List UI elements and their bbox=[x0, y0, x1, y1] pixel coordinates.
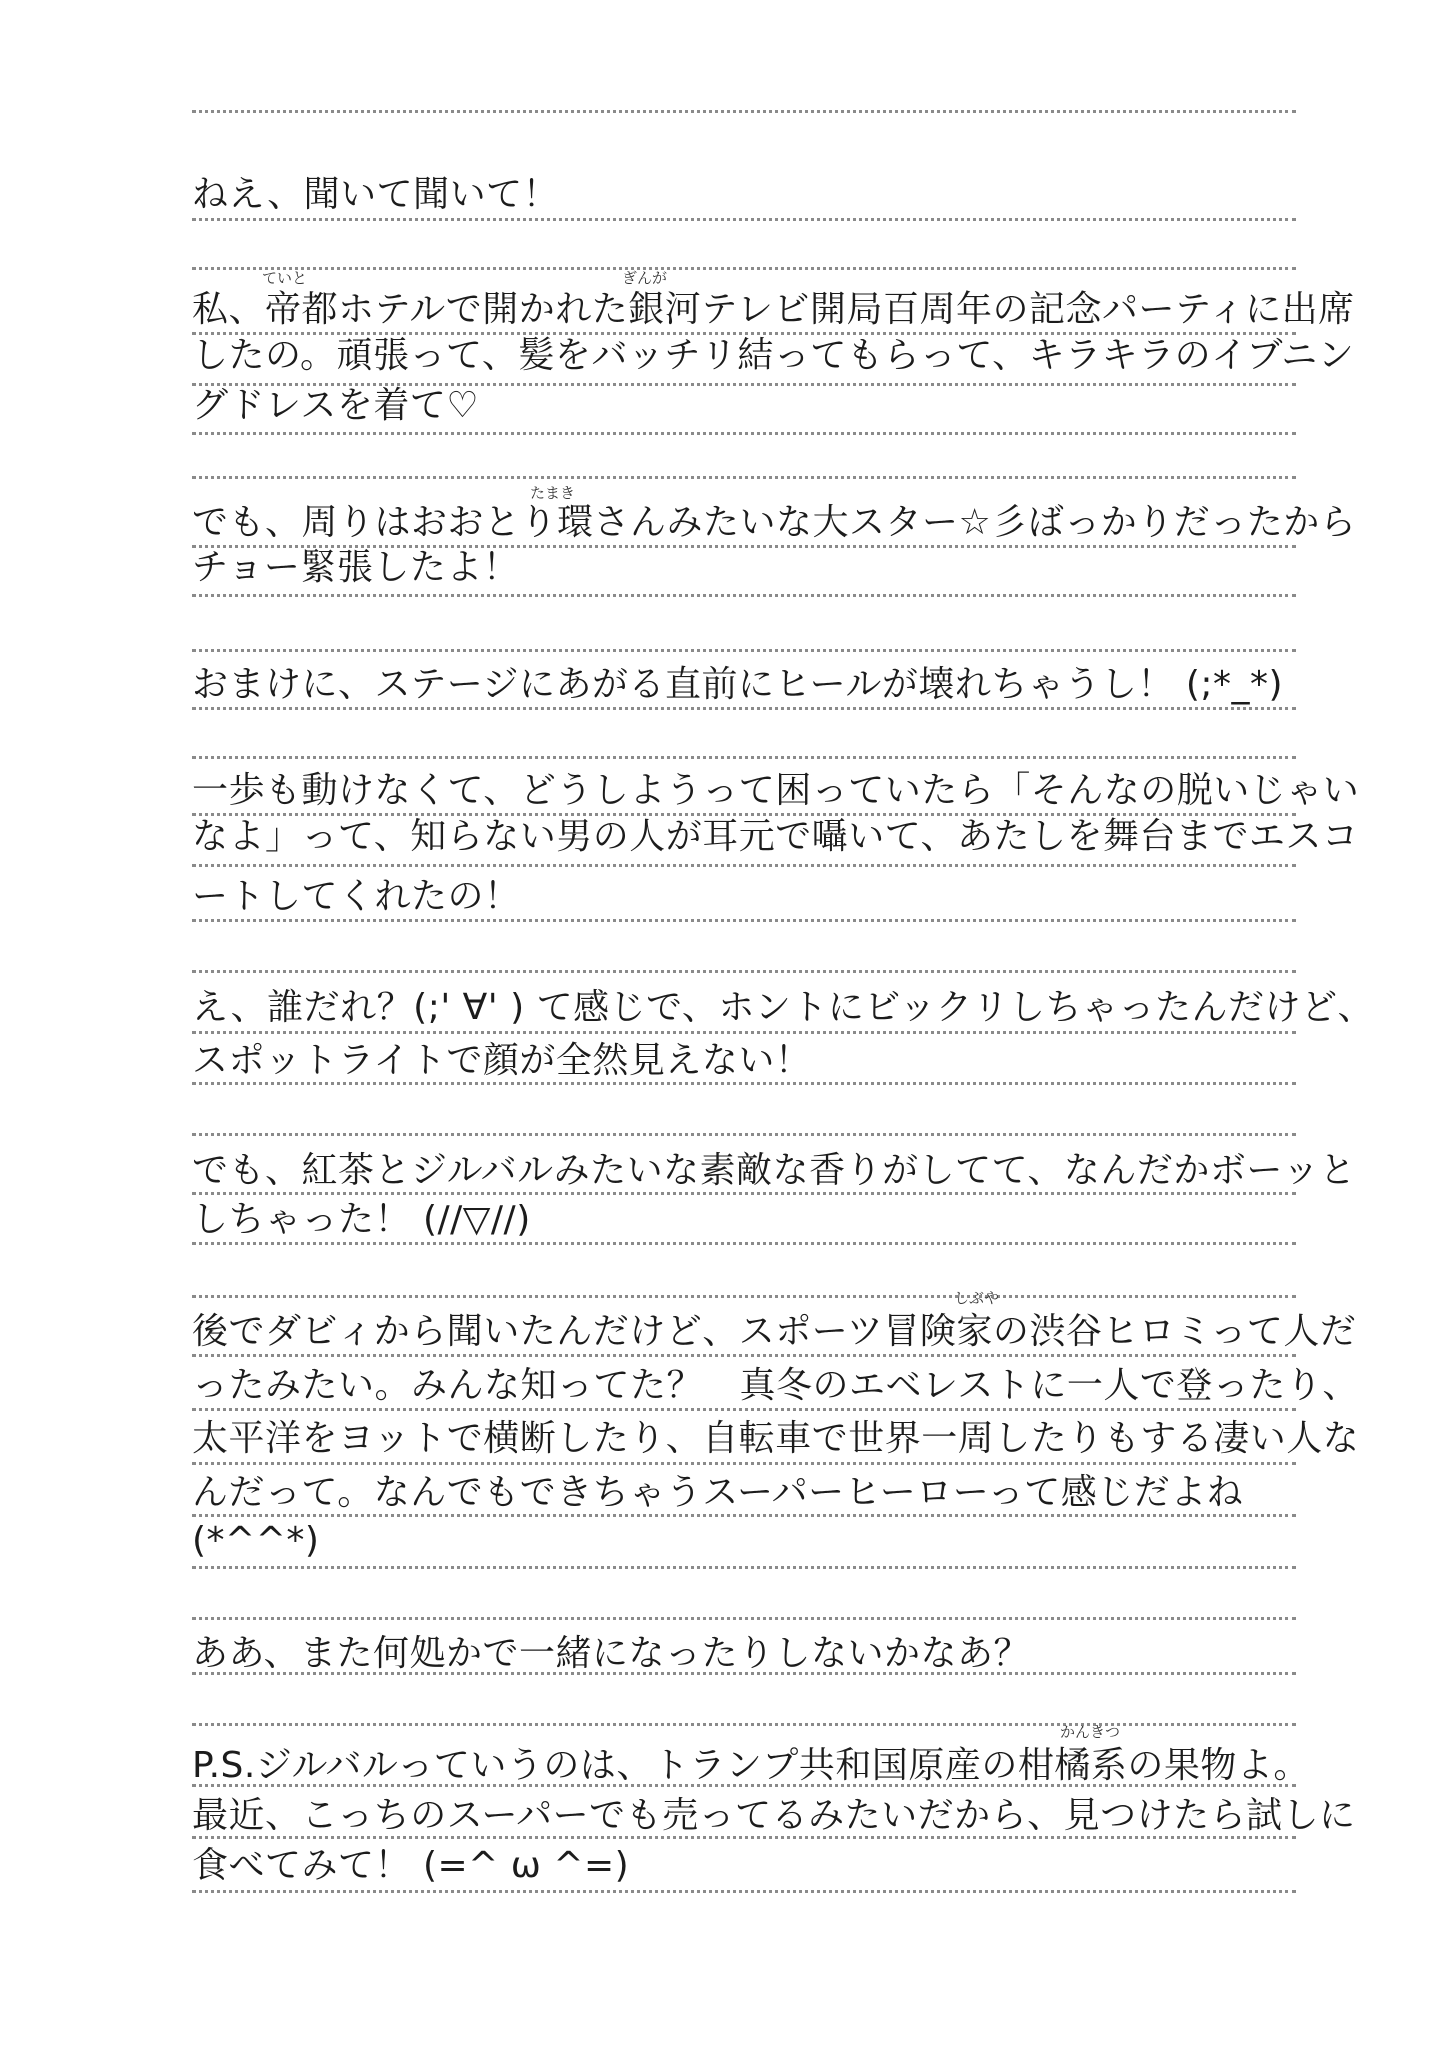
dotted-rule bbox=[192, 594, 1296, 597]
dotted-rule bbox=[192, 1462, 1296, 1465]
text-line: でも、紅茶とジルバルみたいな素敵な香りがしてて、なんだかボーッと bbox=[192, 1150, 1356, 1191]
dotted-rule bbox=[192, 756, 1296, 759]
dotted-rule bbox=[192, 476, 1296, 479]
dotted-rule bbox=[192, 267, 1296, 270]
text-line: 私、帝都ホテルで開かれた銀河テレビ開局百周年の記念パーティに出席 bbox=[192, 289, 1355, 330]
text-line: 一歩も動けなくて、どうしようって困っていたら「そんなの脱いじゃい bbox=[192, 770, 1360, 811]
text-line: おまけに、ステージにあがる直前にヒールが壊れちゃうし！ (;*_*) bbox=[192, 664, 1284, 705]
dotted-rule bbox=[192, 432, 1296, 435]
text-line: なよ」って、知らない男の人が耳元で囁いて、あたしを舞台までエスコ bbox=[192, 816, 1359, 857]
ruby-reading: ていと bbox=[262, 269, 308, 287]
dotted-rule bbox=[192, 970, 1296, 973]
dotted-rule bbox=[192, 1242, 1296, 1245]
text-line: ートしてくれたの！ bbox=[192, 876, 521, 917]
text-line: 太平洋をヨットで横断したり、自転車で世界一周したりもする凄い人な bbox=[192, 1418, 1360, 1459]
dotted-rule bbox=[192, 1408, 1296, 1411]
text-line: (*^^*) bbox=[192, 1520, 320, 1561]
dotted-rule bbox=[192, 1354, 1296, 1357]
dotted-rule bbox=[192, 1133, 1296, 1136]
dotted-rule bbox=[192, 707, 1296, 710]
text-line: 後でダビィから聞いたんだけど、スポーツ冒険家の渋谷ヒロミって人だ bbox=[192, 1311, 1357, 1352]
text-line: チョー緊張したよ！ bbox=[192, 547, 520, 588]
dotted-rule bbox=[192, 1295, 1296, 1298]
text-line: したの。頑張って、髪をバッチリ結ってもらって、キラキラのイブニン bbox=[192, 335, 1355, 376]
text-line: え、誰だれ？(;' ∀' ) て感じで、ホントにビックリしちゃったんだけど、 bbox=[192, 987, 1374, 1028]
dotted-rule bbox=[192, 110, 1296, 113]
ruby-reading: しぶや bbox=[954, 1289, 1000, 1307]
dotted-rule bbox=[192, 1836, 1296, 1839]
dotted-rule bbox=[192, 1723, 1296, 1726]
ruby-reading: たまき bbox=[530, 484, 576, 502]
dotted-rule bbox=[192, 1672, 1296, 1675]
text-line: でも、周りはおおとり環さんみたいな大スター☆彡ばっかりだったから bbox=[192, 502, 1357, 543]
dotted-rule bbox=[192, 1890, 1296, 1893]
text-line: P.S.ジルバルっていうのは、トランプ共和国原産の柑橘系の果物よ。 bbox=[192, 1745, 1310, 1786]
dotted-rule bbox=[192, 919, 1296, 922]
dotted-rule bbox=[192, 1566, 1296, 1569]
text-line: ったみたい。みんな知ってた？ 真冬のエベレストに一人で登ったり、 bbox=[192, 1365, 1359, 1406]
ruby-reading: ぎんが bbox=[622, 269, 668, 287]
dotted-rule bbox=[192, 1784, 1296, 1787]
ruby-reading: かんきつ bbox=[1060, 1723, 1121, 1741]
text-line: グドレスを着て♡ bbox=[192, 385, 480, 426]
text-line: 食べてみて！ (=^ ω ^=) bbox=[192, 1845, 630, 1886]
dotted-rule bbox=[192, 649, 1296, 652]
dotted-rule bbox=[192, 1031, 1296, 1034]
text-line: ねえ、聞いて聞いて！ bbox=[192, 174, 560, 215]
dotted-rule bbox=[192, 218, 1296, 221]
text-line: 最近、こっちのスーパーでも売ってるみたいだから、見つけたら試しに bbox=[192, 1795, 1356, 1836]
dotted-rule bbox=[192, 1082, 1296, 1085]
text-line: ああ、また何処かで一緒になったりしないかなあ？ bbox=[192, 1633, 1031, 1674]
dotted-rule bbox=[192, 864, 1296, 867]
text-line: スポットライトで顔が全然見えない！ bbox=[192, 1040, 812, 1081]
dotted-rule bbox=[192, 1617, 1296, 1620]
text-line: んだって。なんでもできちゃうスーパーヒーローって感じだよね bbox=[192, 1472, 1244, 1513]
text-line: しちゃった！ (//▽//) bbox=[192, 1199, 531, 1240]
